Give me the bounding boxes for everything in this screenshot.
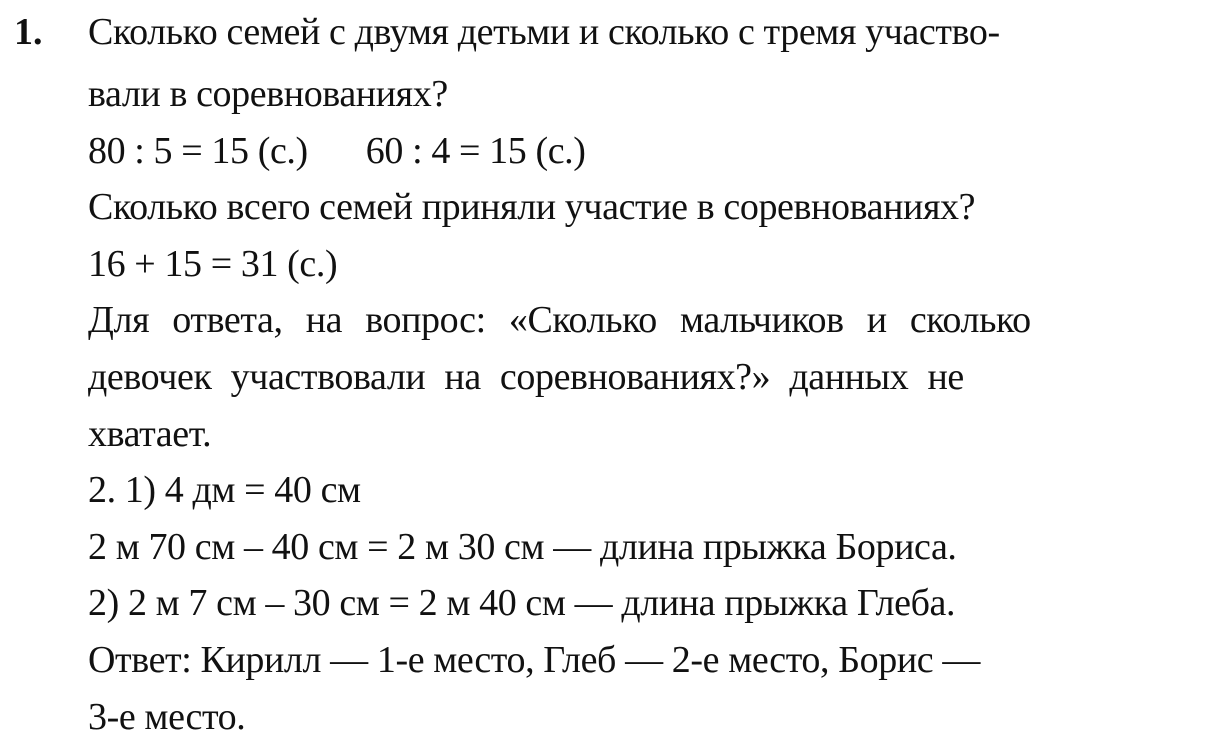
calculation-1b: 60 : 4 = 15 (с.) [365,129,586,172]
question-line-2: Сколько всего семей приняли участие в соревнованиях? [88,186,976,229]
calculation-line-1 [88,123,1188,180]
task-2-step-1: 2. 1) 4 дм = 40 см [88,469,361,512]
task-body [88,10,1188,745]
calculation-line-2: 16 + 15 = 31 (с.) [88,242,338,285]
question-line-1a: Сколько семей с двумя детьми и сколько с тремя участво- [88,11,1000,53]
final-answer-line-2: 3-е место. [88,695,246,738]
task-2-step-1-calc: 2 м 70 см – 40 см = 2 м 30 см — длина прыжка Бориса. [88,525,957,568]
answer-note-line-1: Для ответа, на вопрос: «Сколько мальчиков и сколько [88,299,1031,342]
task-2-step-2-calc: 2) 2 м 7 см – 30 см = 2 м 40 см — длина прыжка Глеба. [88,582,956,625]
task-number: 1. [14,11,43,53]
answer-note-line-3: хватает. [88,412,212,455]
calculation-1a: 80 : 5 = 15 (с.) [88,129,308,172]
final-answer-line-1: Ответ: Кирилл — 1-е место, Глеб — 2-е место, Борис — [88,638,980,681]
question-line-1b: вали в соревнованиях? [88,73,448,115]
answer-note-line-2: девочек участвовали на соревнованиях?» данных не [88,355,964,398]
